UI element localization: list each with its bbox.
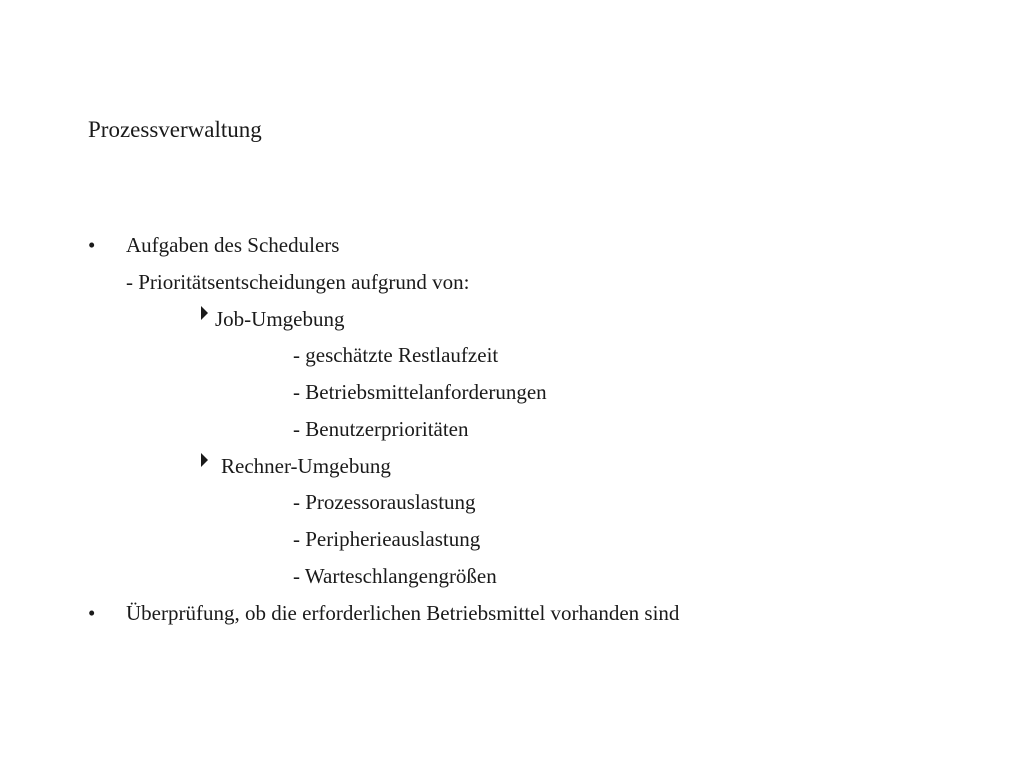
triangle-right-icon bbox=[201, 453, 208, 467]
list-item: - Peripherieauslastung bbox=[293, 527, 481, 551]
bullet-text: Aufgaben des Schedulers bbox=[126, 233, 340, 257]
slide-title: Prozessverwaltung bbox=[88, 117, 262, 142]
bullet-text: Überprüfung, ob die erforderlichen Betriebsmittel vorhanden sind bbox=[126, 601, 680, 625]
group-label-job: Job-Umgebung bbox=[215, 307, 345, 331]
sub-bullet-text: - Prioritätsentscheidungen aufgrund von: bbox=[126, 270, 470, 294]
group-label-rechner: Rechner-Umgebung bbox=[221, 454, 391, 478]
bullet-dot-icon: • bbox=[88, 601, 96, 625]
list-item: - Warteschlangengrößen bbox=[293, 564, 497, 588]
list-item: - geschätzte Restlaufzeit bbox=[293, 343, 499, 367]
list-item: - Prozessorauslastung bbox=[293, 490, 476, 514]
list-item: - Benutzerprioritäten bbox=[293, 417, 469, 441]
list-item: - Betriebsmittelanforderungen bbox=[293, 380, 547, 404]
bullet-dot-icon: • bbox=[88, 233, 96, 257]
triangle-right-icon bbox=[201, 306, 208, 320]
